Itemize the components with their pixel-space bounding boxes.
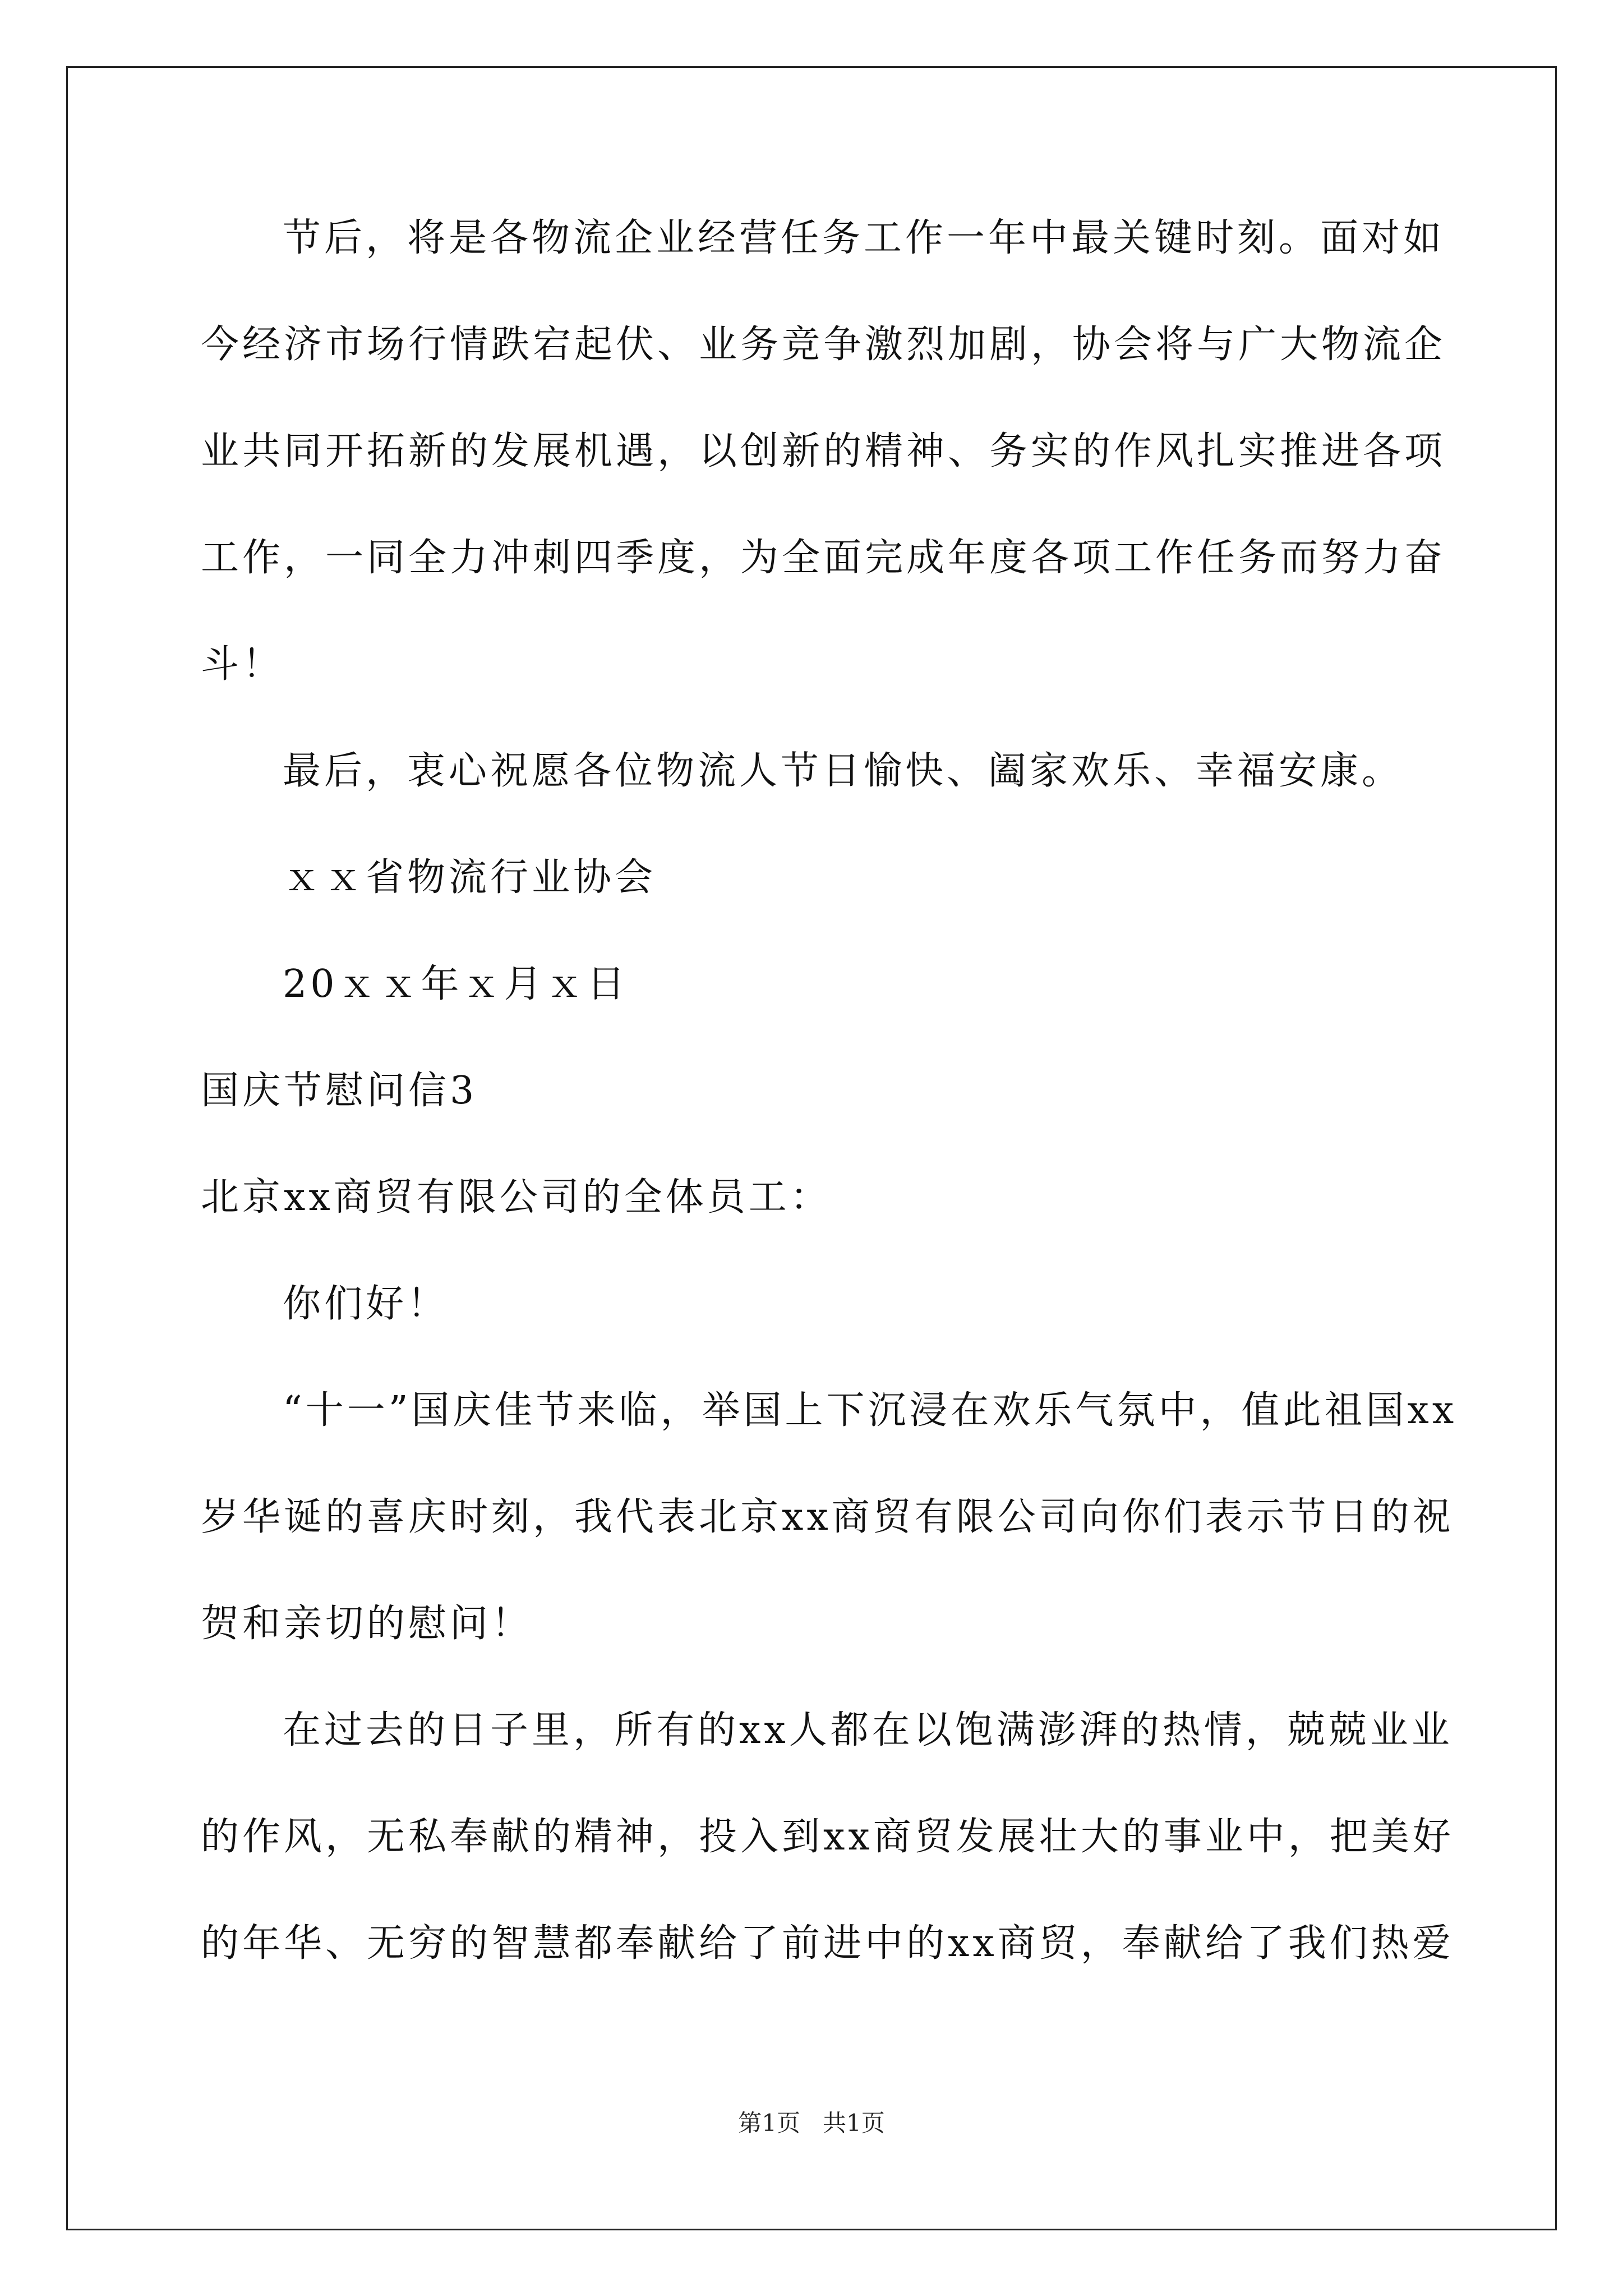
- closing-wishes: 最后，衷心祝愿各位物流人节日愉快、阖家欢乐、幸福安康。: [283, 749, 1404, 793]
- signature-organization: ｘｘ省物流行业协会: [283, 855, 657, 900]
- paragraph-line: 节后，将是各物流企业经营任务工作一年中最关键时刻。面对如: [283, 216, 1445, 260]
- paragraph-line: 在过去的日子里，所有的xx人都在以饱满澎湃的热情，兢兢业业: [283, 1708, 1453, 1752]
- paragraph-line: 斗！: [201, 642, 284, 687]
- paragraph-line: 业共同开拓新的发展机遇，以创新的精神、务实的作风扎实推进各项: [201, 429, 1446, 473]
- paragraph-line: 贺和亲切的慰问！: [201, 1602, 533, 1646]
- paragraph-line: 的作风，无私奉献的精神，投入到xx商贸发展壮大的事业中，把美好: [201, 1815, 1454, 1859]
- paragraph-line: “十一”国庆佳节来临，举国上下沉浸在欢乐气氛中，值此祖国xx: [283, 1388, 1458, 1433]
- page-number-footer: 第1页 共1页: [738, 2109, 885, 2137]
- paragraph-line: 的年华、无穷的智慧都奉献给了前进中的xx商贸，奉献给了我们热爱: [201, 1921, 1454, 1966]
- greeting: 你们好！: [283, 1282, 449, 1326]
- paragraph-line: 今经济市场行情跌宕起伏、业务竞争激烈加剧，协会将与广大物流企: [201, 323, 1446, 367]
- page-border: [66, 66, 1557, 2230]
- paragraph-line: 岁华诞的喜庆时刻，我代表北京xx商贸有限公司向你们表示节日的祝: [201, 1495, 1454, 1539]
- signature-date: 20ｘｘ年ｘ月ｘ日: [283, 962, 629, 1006]
- paragraph-line: 工作，一同全力冲刺四季度，为全面完成年度各项工作任务而努力奋: [201, 536, 1446, 580]
- letter-title: 国庆节慰问信3: [201, 1069, 478, 1113]
- letter-salutation: 北京xx商贸有限公司的全体员工：: [201, 1175, 832, 1220]
